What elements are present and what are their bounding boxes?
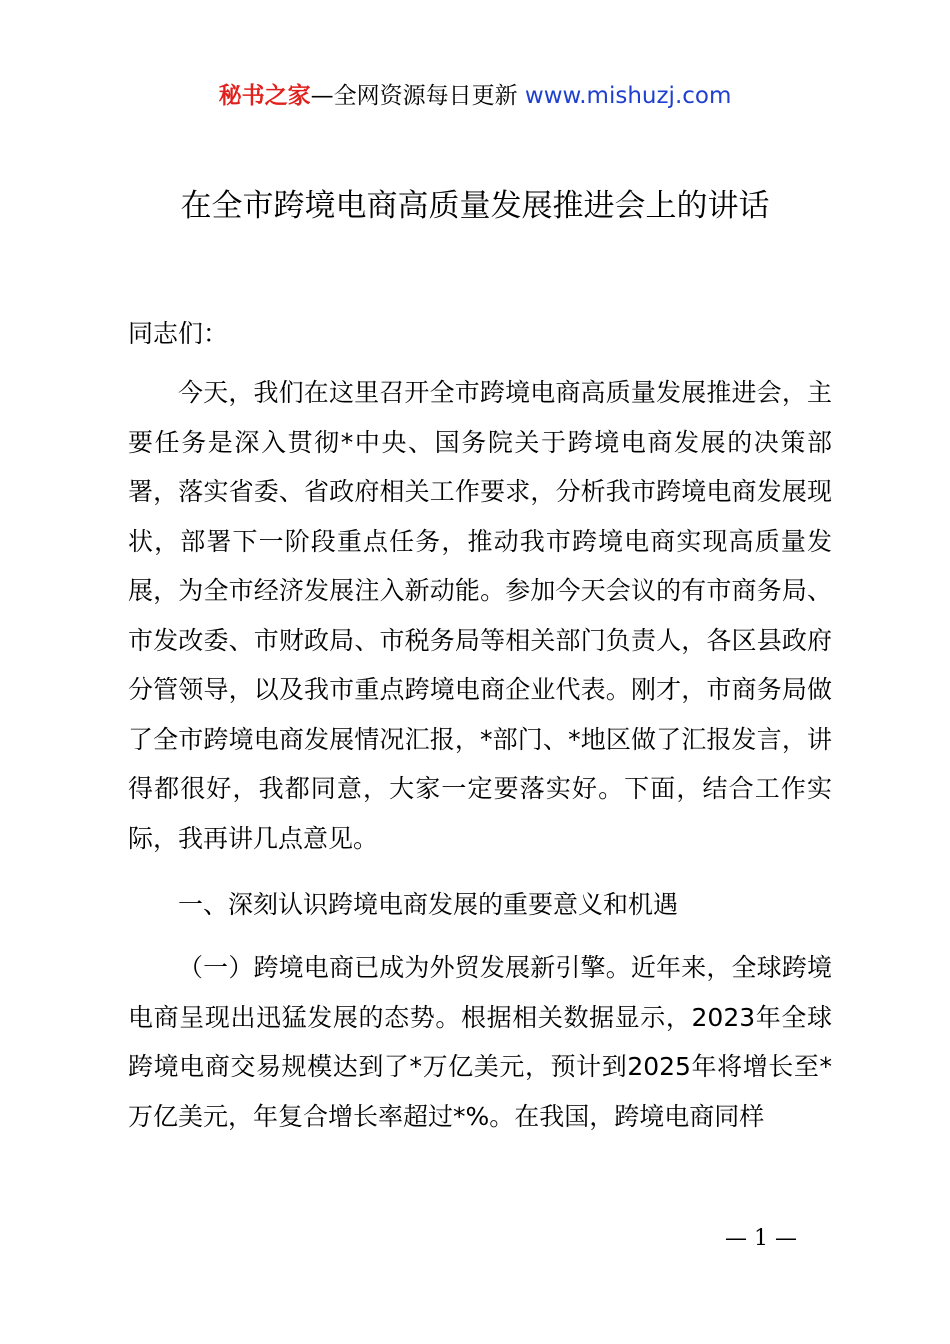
salutation: 同志们： [128,319,229,348]
site-header [0,80,950,112]
site-brand: 秘书之家 [218,83,311,109]
page-number: — 1 — [725,1226,797,1251]
document-title: 在全市跨境电商高质量发展推进会上的讲话 [180,188,770,224]
site-url-link[interactable]: www.mishuzj.com [524,83,732,109]
site-slogan: —全网资源每日更新 [310,83,525,109]
paragraph-section-1-1: （一）跨境电商已成为外贸发展新引擎。近年来，全球跨境电商呈现出迅猛发展的态势。根据相关数据显示，2023年全球跨境电商交易规模达到了*万亿美元，预计到2025年将增长至*万亿美元，年复合增长率超过*%。在我国，跨境电商同样 [128,953,832,1131]
section-heading: 一、深刻认识跨境电商发展的重要意义和机遇 [178,890,679,919]
paragraph-opening: 今天，我们在这里召开全市跨境电商高质量发展推进会，主要任务是深入贯彻*中央、国务院关于跨境电商发展的决策部署，落实省委、省政府相关工作要求，分析我市跨境电商发展现状，部署下一阶段重点任务，推动我市跨境电商实现高质量发展，为全市经济发展注入新动能。参加今天会议的有市商务局、市发改委、市财政局、市税务局等相关部门负责人，各区县政府分管领导，以及我市重点跨境电商企业代表。刚才，市商务局做了全市跨境电商发展情况汇报，*部门、*地区做了汇报发言，讲得都很好，我都同意，大家一定要落实好。下面，结合工作实际，我再讲几点意见。 [128,378,832,853]
